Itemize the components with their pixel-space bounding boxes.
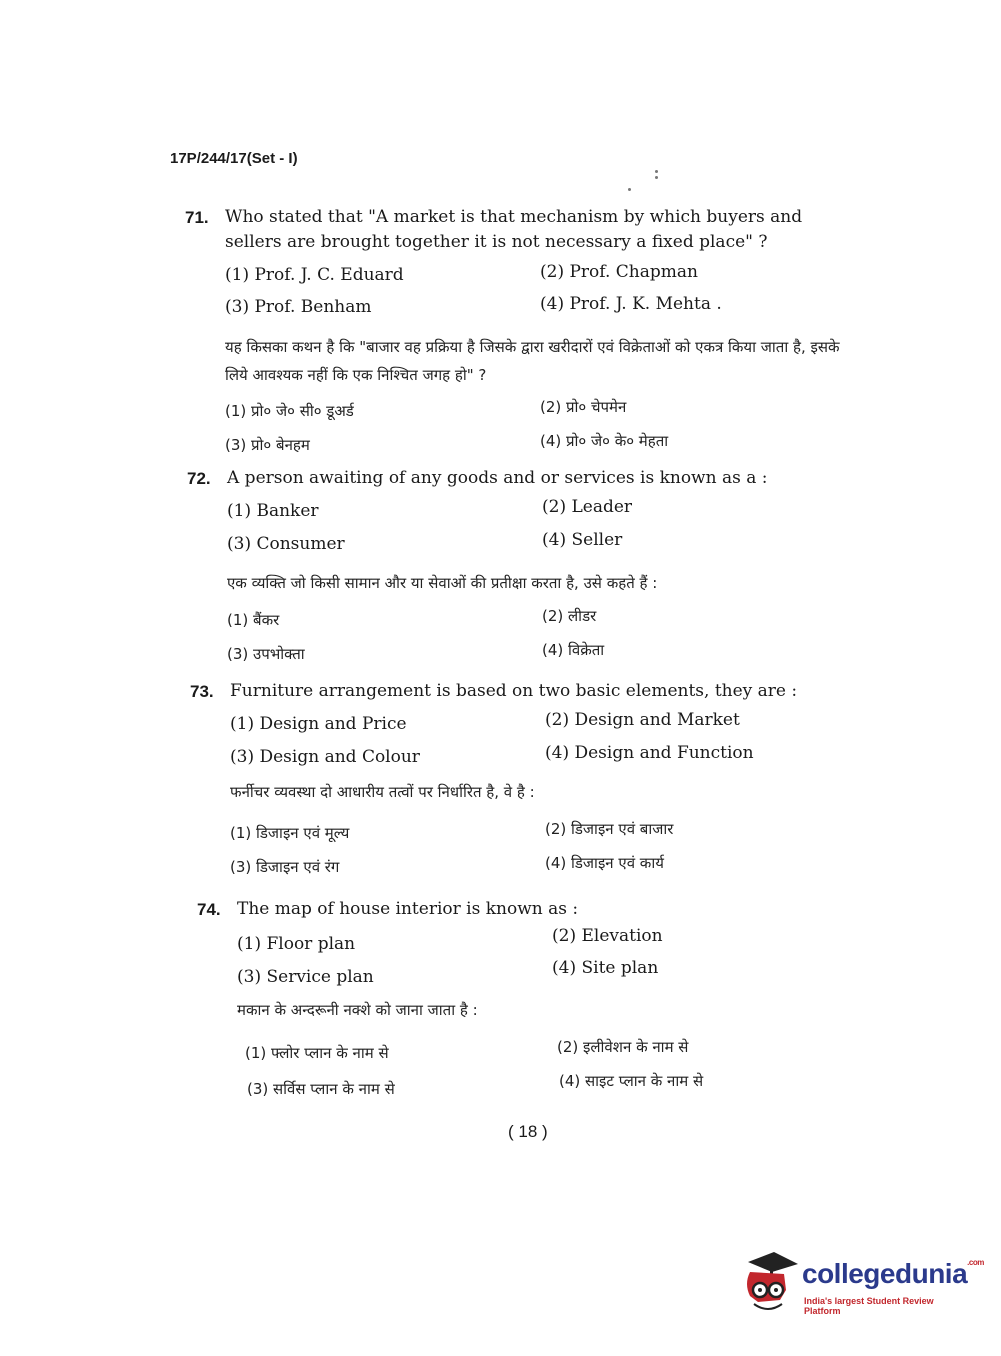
logo-brand-text: collegedunia$^{.com}$ [802, 1258, 984, 1289]
question-71 [185, 205, 845, 465]
option-3: (3) Prof. Benham [225, 297, 372, 317]
option-1: (1) Prof. J. C. Eduard [225, 265, 404, 285]
scan-mark [655, 176, 658, 179]
option-2: (2) Design and Market [545, 710, 740, 730]
option-2-hi: (2) प्रो० चेपमेन [540, 398, 627, 416]
options-en [225, 255, 845, 325]
option-2-hi: (2) इलीवेशन के नाम से [557, 1038, 689, 1056]
option-1-hi: (1) प्रो० जे० सी० डूअर्ड [225, 402, 354, 420]
logo-mascot-icon [740, 1250, 800, 1316]
options-hi [237, 1035, 857, 1105]
option-2: (2) Prof. Chapman [540, 262, 698, 282]
option-4-hi: (4) साइट प्लान के नाम से [559, 1072, 704, 1090]
question-number: 73. [190, 682, 214, 701]
question-72 [187, 466, 847, 674]
scan-mark [628, 188, 631, 191]
options-hi [230, 817, 850, 887]
option-3-hi: (3) उपभोक्ता [227, 645, 305, 663]
options-en [230, 704, 850, 774]
option-4-hi: (4) प्रो० जे० के० मेहता [540, 432, 669, 450]
option-3-hi: (3) डिजाइन एवं रंग [230, 858, 340, 876]
option-3-hi: (3) प्रो० बेनहम [225, 436, 310, 454]
option-4: (4) Prof. J. K. Mehta . [540, 294, 722, 314]
option-1: (1) Banker [227, 501, 319, 521]
collegedunia-logo [740, 1250, 984, 1320]
question-number: 72. [187, 469, 211, 488]
option-3: (3) Design and Colour [230, 747, 420, 767]
option-4: (4) Site plan [552, 958, 659, 978]
option-2-hi: (2) डिजाइन एवं बाजार [545, 820, 674, 838]
question-text-hi: मकान के अन्दरूनी नक्शे को जाना जाता है : [237, 1001, 478, 1019]
question-number: 71. [185, 208, 209, 227]
question-text-en: A person awaiting of any goods and or services is known as a : [227, 468, 768, 488]
options-hi [225, 395, 845, 465]
question-text-hi: एक व्यक्ति जो किसी सामान और या सेवाओं की प्रतीक्षा करता है, उसे कहते हैं : [227, 574, 658, 592]
question-text-en: Who stated that "A market is that mechanism by which buyers and sellers are brought together it is not necessary a fixed place" ? [225, 207, 803, 252]
question-number: 74. [197, 900, 221, 919]
option-1-hi: (1) फ्लोर प्लान के नाम से [245, 1044, 389, 1062]
option-4: (4) Design and Function [545, 743, 754, 763]
option-1-hi: (1) डिजाइन एवं मूल्य [230, 824, 350, 842]
scan-mark [655, 170, 658, 173]
options-en [227, 491, 847, 561]
question-text-hi: फर्नीचर व्यवस्था दो आधारीय तत्वों पर निर्धारित है, वे है : [230, 783, 535, 801]
option-2: (2) Elevation [552, 926, 663, 946]
question-text-en: The map of house interior is known as : [237, 899, 579, 919]
option-2: (2) Leader [542, 497, 633, 517]
options-en [237, 922, 857, 992]
option-1-hi: (1) बैंकर [227, 611, 280, 629]
option-4-hi: (4) विक्रेता [542, 641, 605, 659]
option-2-hi: (2) लीडर [542, 607, 597, 625]
logo-tagline: India's largest Student Review Platform [804, 1296, 934, 1316]
paper-code: 17P/244/17(Set - I) [170, 150, 298, 167]
option-1: (1) Design and Price [230, 714, 407, 734]
question-74 [197, 897, 857, 1105]
option-4-hi: (4) डिजाइन एवं कार्य [545, 854, 664, 872]
option-4: (4) Seller [542, 530, 623, 550]
options-hi [227, 604, 847, 674]
page-number: ( 18 ) [508, 1122, 548, 1141]
option-3: (3) Consumer [227, 534, 345, 554]
option-3-hi: (3) सर्विस प्लान के नाम से [247, 1080, 395, 1098]
option-3: (3) Service plan [237, 967, 374, 987]
question-text-en: Furniture arrangement is based on two basic elements, they are : [230, 681, 798, 701]
question-73 [190, 679, 850, 887]
option-1: (1) Floor plan [237, 934, 356, 954]
question-text-hi: यह किसका कथन है कि "बाजार वह प्रक्रिया है जिसके द्वारा खरीदारों एवं विक्रेताओं को एकत्र किया जाता है, इसके लिये आवश्यक नहीं कि एक निश्चित जगह हो" ? [225, 338, 840, 384]
